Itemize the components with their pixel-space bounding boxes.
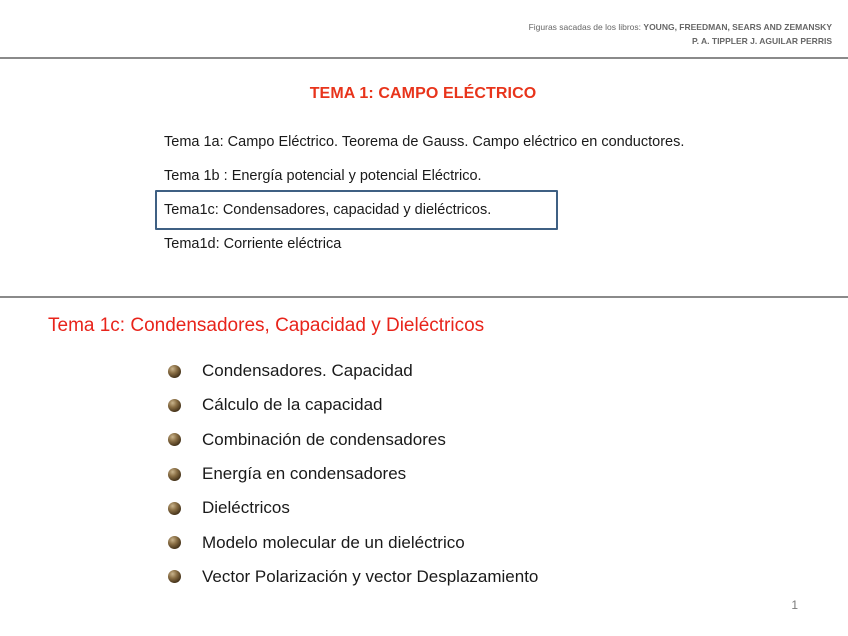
bullet-text: Modelo molecular de un dieléctrico (202, 532, 465, 552)
bullet-item (168, 459, 538, 493)
credits-authors: YOUNG, FREEDMAN, SEARS AND ZEMANSKY (643, 22, 832, 32)
topic-item-1d: Tema1d: Corriente eléctrica (164, 236, 342, 252)
bullet-text: Combinación de condensadores (202, 429, 446, 449)
topic-item-1c: Tema1c: Condensadores, capacidad y dieléctricos. (164, 202, 492, 218)
current-topic-highlight (155, 190, 558, 230)
bullet-sphere-icon (168, 570, 181, 583)
bullet-text: Energía en condensadores (202, 464, 407, 484)
bullet-item (168, 527, 538, 561)
credits-line-2: P. A. TIPPLER J. AGUILAR PERRIS (692, 36, 832, 46)
bullet-text: Cálculo de la capacidad (202, 395, 383, 415)
bullet-sphere-icon (168, 399, 181, 412)
topic-item-1b: Tema 1b : Energía potencial y potencial Eléctrico. (164, 168, 482, 184)
book-credits (529, 20, 832, 48)
bullet-sphere-icon (168, 365, 181, 378)
bullet-item (168, 356, 538, 390)
slide-title (0, 85, 848, 103)
credits-line-1 (529, 20, 832, 34)
section-title: Tema 1c: Condensadores, Capacidad y Dieléctricos (48, 315, 485, 336)
bullet-sphere-icon (168, 502, 181, 515)
top-divider (0, 57, 848, 59)
topic-item-1a: Tema 1a: Campo Eléctrico. Teorema de Gauss. Campo eléctrico en conductores. (164, 134, 685, 150)
bullet-item (168, 425, 538, 459)
bullet-text: Vector Polarización y vector Desplazamiento (202, 566, 539, 586)
bullet-item (168, 493, 538, 527)
subtopic-bullet-list (168, 356, 538, 596)
bullet-item (168, 390, 538, 424)
bullet-text: Dieléctricos (202, 498, 290, 518)
bullet-text: Condensadores. Capacidad (202, 361, 413, 381)
bullet-item (168, 562, 538, 596)
middle-divider (0, 296, 848, 298)
bullet-sphere-icon (168, 536, 181, 549)
bullet-sphere-icon (168, 433, 181, 446)
page-number: 1 (791, 598, 798, 612)
slide-title-text: TEMA 1: CAMPO ELÉCTRICO (309, 85, 537, 102)
credits-prefix: Figuras sacadas de los libros: (528, 22, 642, 32)
bullet-sphere-icon (168, 468, 181, 481)
